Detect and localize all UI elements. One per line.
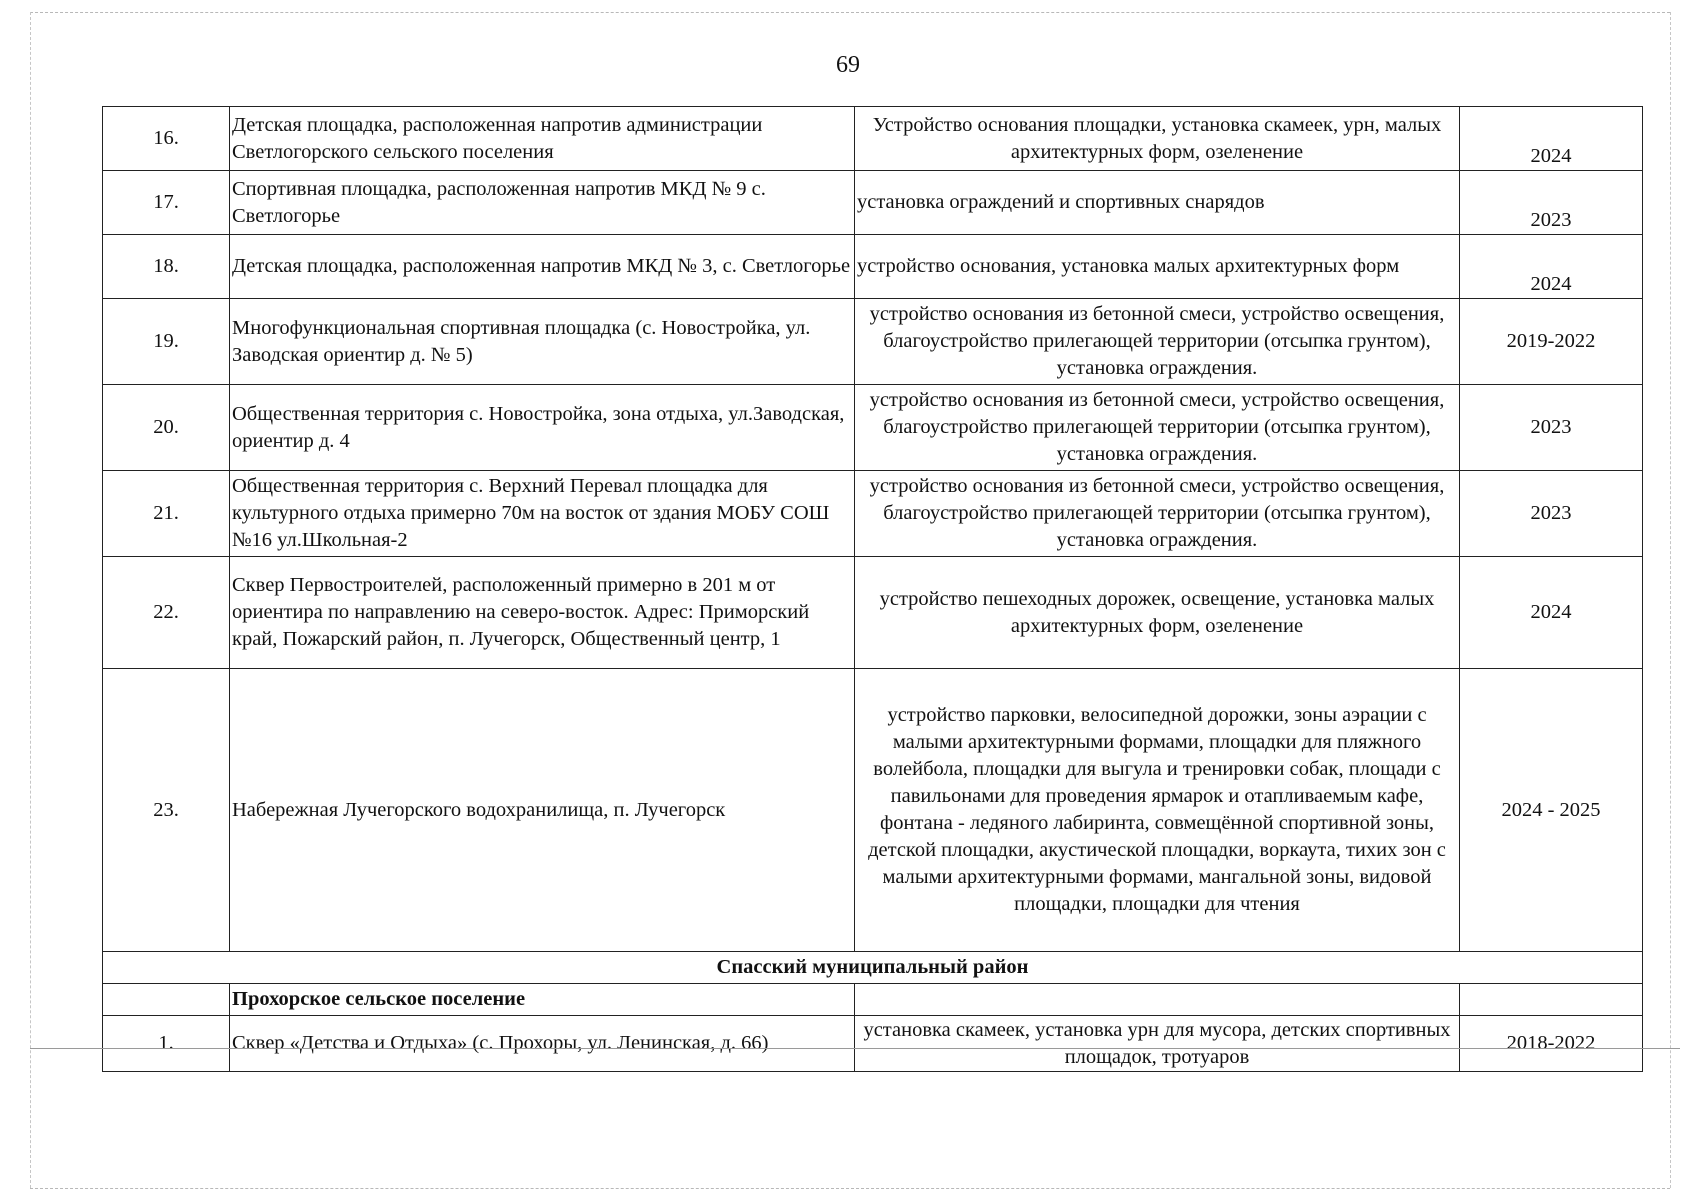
territory-name: Детская площадка, расположенная напротив администрации Светлогорского сельского поселения [230,107,855,171]
row-number: 17. [103,171,230,235]
territory-name: Спортивная площадка, расположенная напротив МКД № 9 с. Светлогорье [230,171,855,235]
scan-frame-bottom [30,1188,1670,1189]
implementation-year: 2024 [1460,235,1643,299]
section-title: Спасский муниципальный район [103,952,1643,984]
planned-works: устройство парковки, велосипедной дорожки, зоны аэрации с малыми архитектурными формами, площадки для пляжного волейбола, площадки для выгула и тренировки собак, площади с павильонами для проведения ярмарок и отапливаемым кафе, фонтана - ледяного лабиринта, совмещённой спортивной зоны, детской площадки, акустической площадки, воркаута, тихих зон с малыми архитектурными формами, мангальной зоны, видовой площадки, площадки для чтения [855,669,1460,952]
page-number: 69 [836,52,860,78]
implementation-year: 2024 [1460,557,1643,669]
empty-cell [1460,984,1643,1016]
row-number: 22. [103,557,230,669]
row-number: 18. [103,235,230,299]
section-row [103,952,1643,984]
table-row [103,235,1643,299]
planned-works: устройство основания, установка малых архитектурных форм [855,235,1460,299]
territory-name: Сквер «Детства и Отдыха» (с. Прохоры, ул. Ленинская, д. 66) [230,1016,855,1072]
scan-frame-top [30,12,1670,13]
planned-works: установка ограждений и спортивных снарядов [855,171,1460,235]
scan-frame-right [1670,12,1671,1188]
planned-works: устройство пешеходных дорожек, освещение, установка малых архитектурных форм, озеленение [855,557,1460,669]
row-number: 21. [103,471,230,557]
subsection-row [103,984,1643,1016]
planned-works: устройство основания из бетонной смеси, устройство освещения, благоустройство прилегающей территории (отсыпка грунтом), установка ограждения. [855,385,1460,471]
table-row [103,107,1643,171]
table-row [103,299,1643,385]
scan-frame-left [30,12,31,1188]
territory-name: Многофункциональная спортивная площадка (с. Новостройка, ул. Заводская ориентир д. № 5) [230,299,855,385]
row-number: 16. [103,107,230,171]
territory-name: Общественная территория с. Верхний Перевал площадка для культурного отдыха примерно 70м на восток от здания МОБУ СОШ №16 ул.Школьная-2 [230,471,855,557]
territory-name: Набережная Лучегорского водохранилища, п. Лучегорск [230,669,855,952]
planned-works: устройство основания из бетонной смеси, устройство освещения, благоустройство прилегающей территории (отсыпка грунтом), установка ограждения. [855,299,1460,385]
row-number: 19. [103,299,230,385]
empty-cell [855,984,1460,1016]
planned-works: Устройство основания площадки, установка скамеек, урн, малых архитектурных форм, озеленение [855,107,1460,171]
planned-works: устройство основания из бетонной смеси, устройство освещения, благоустройство прилегающей территории (отсыпка грунтом), установка ограждения. [855,471,1460,557]
territories-table [102,106,1643,1072]
implementation-year: 2024 [1460,107,1643,171]
table-row [103,171,1643,235]
row-number: 23. [103,669,230,952]
implementation-year: 2023 [1460,385,1643,471]
implementation-year: 2019-2022 [1460,299,1643,385]
subsection-title: Прохорское сельское поселение [230,984,855,1016]
implementation-year: 2018-2022 [1460,1016,1643,1072]
implementation-year: 2023 [1460,471,1643,557]
table-row [103,471,1643,557]
table-row [103,557,1643,669]
implementation-year: 2023 [1460,171,1643,235]
implementation-year: 2024 - 2025 [1460,669,1643,952]
table-row [103,385,1643,471]
row-number: 20. [103,385,230,471]
table-row [103,669,1643,952]
territory-name: Общественная территория с. Новостройка, зона отдыха, ул.Заводская, ориентир д. 4 [230,385,855,471]
table-row [103,1016,1643,1072]
empty-cell [103,984,230,1016]
planned-works: установка скамеек, установка урн для мусора, детских спортивных площадок, тротуаров [855,1016,1460,1072]
scan-artifact-line [30,1048,1680,1049]
territory-name: Детская площадка, расположенная напротив МКД № 3, с. Светлогорье [230,235,855,299]
territory-name: Сквер Первостроителей, расположенный примерно в 201 м от ориентира по направлению на северо-восток. Адрес: Приморский край, Пожарский район, п. Лучегорск, Общественный центр, 1 [230,557,855,669]
row-number: 1. [103,1016,230,1072]
